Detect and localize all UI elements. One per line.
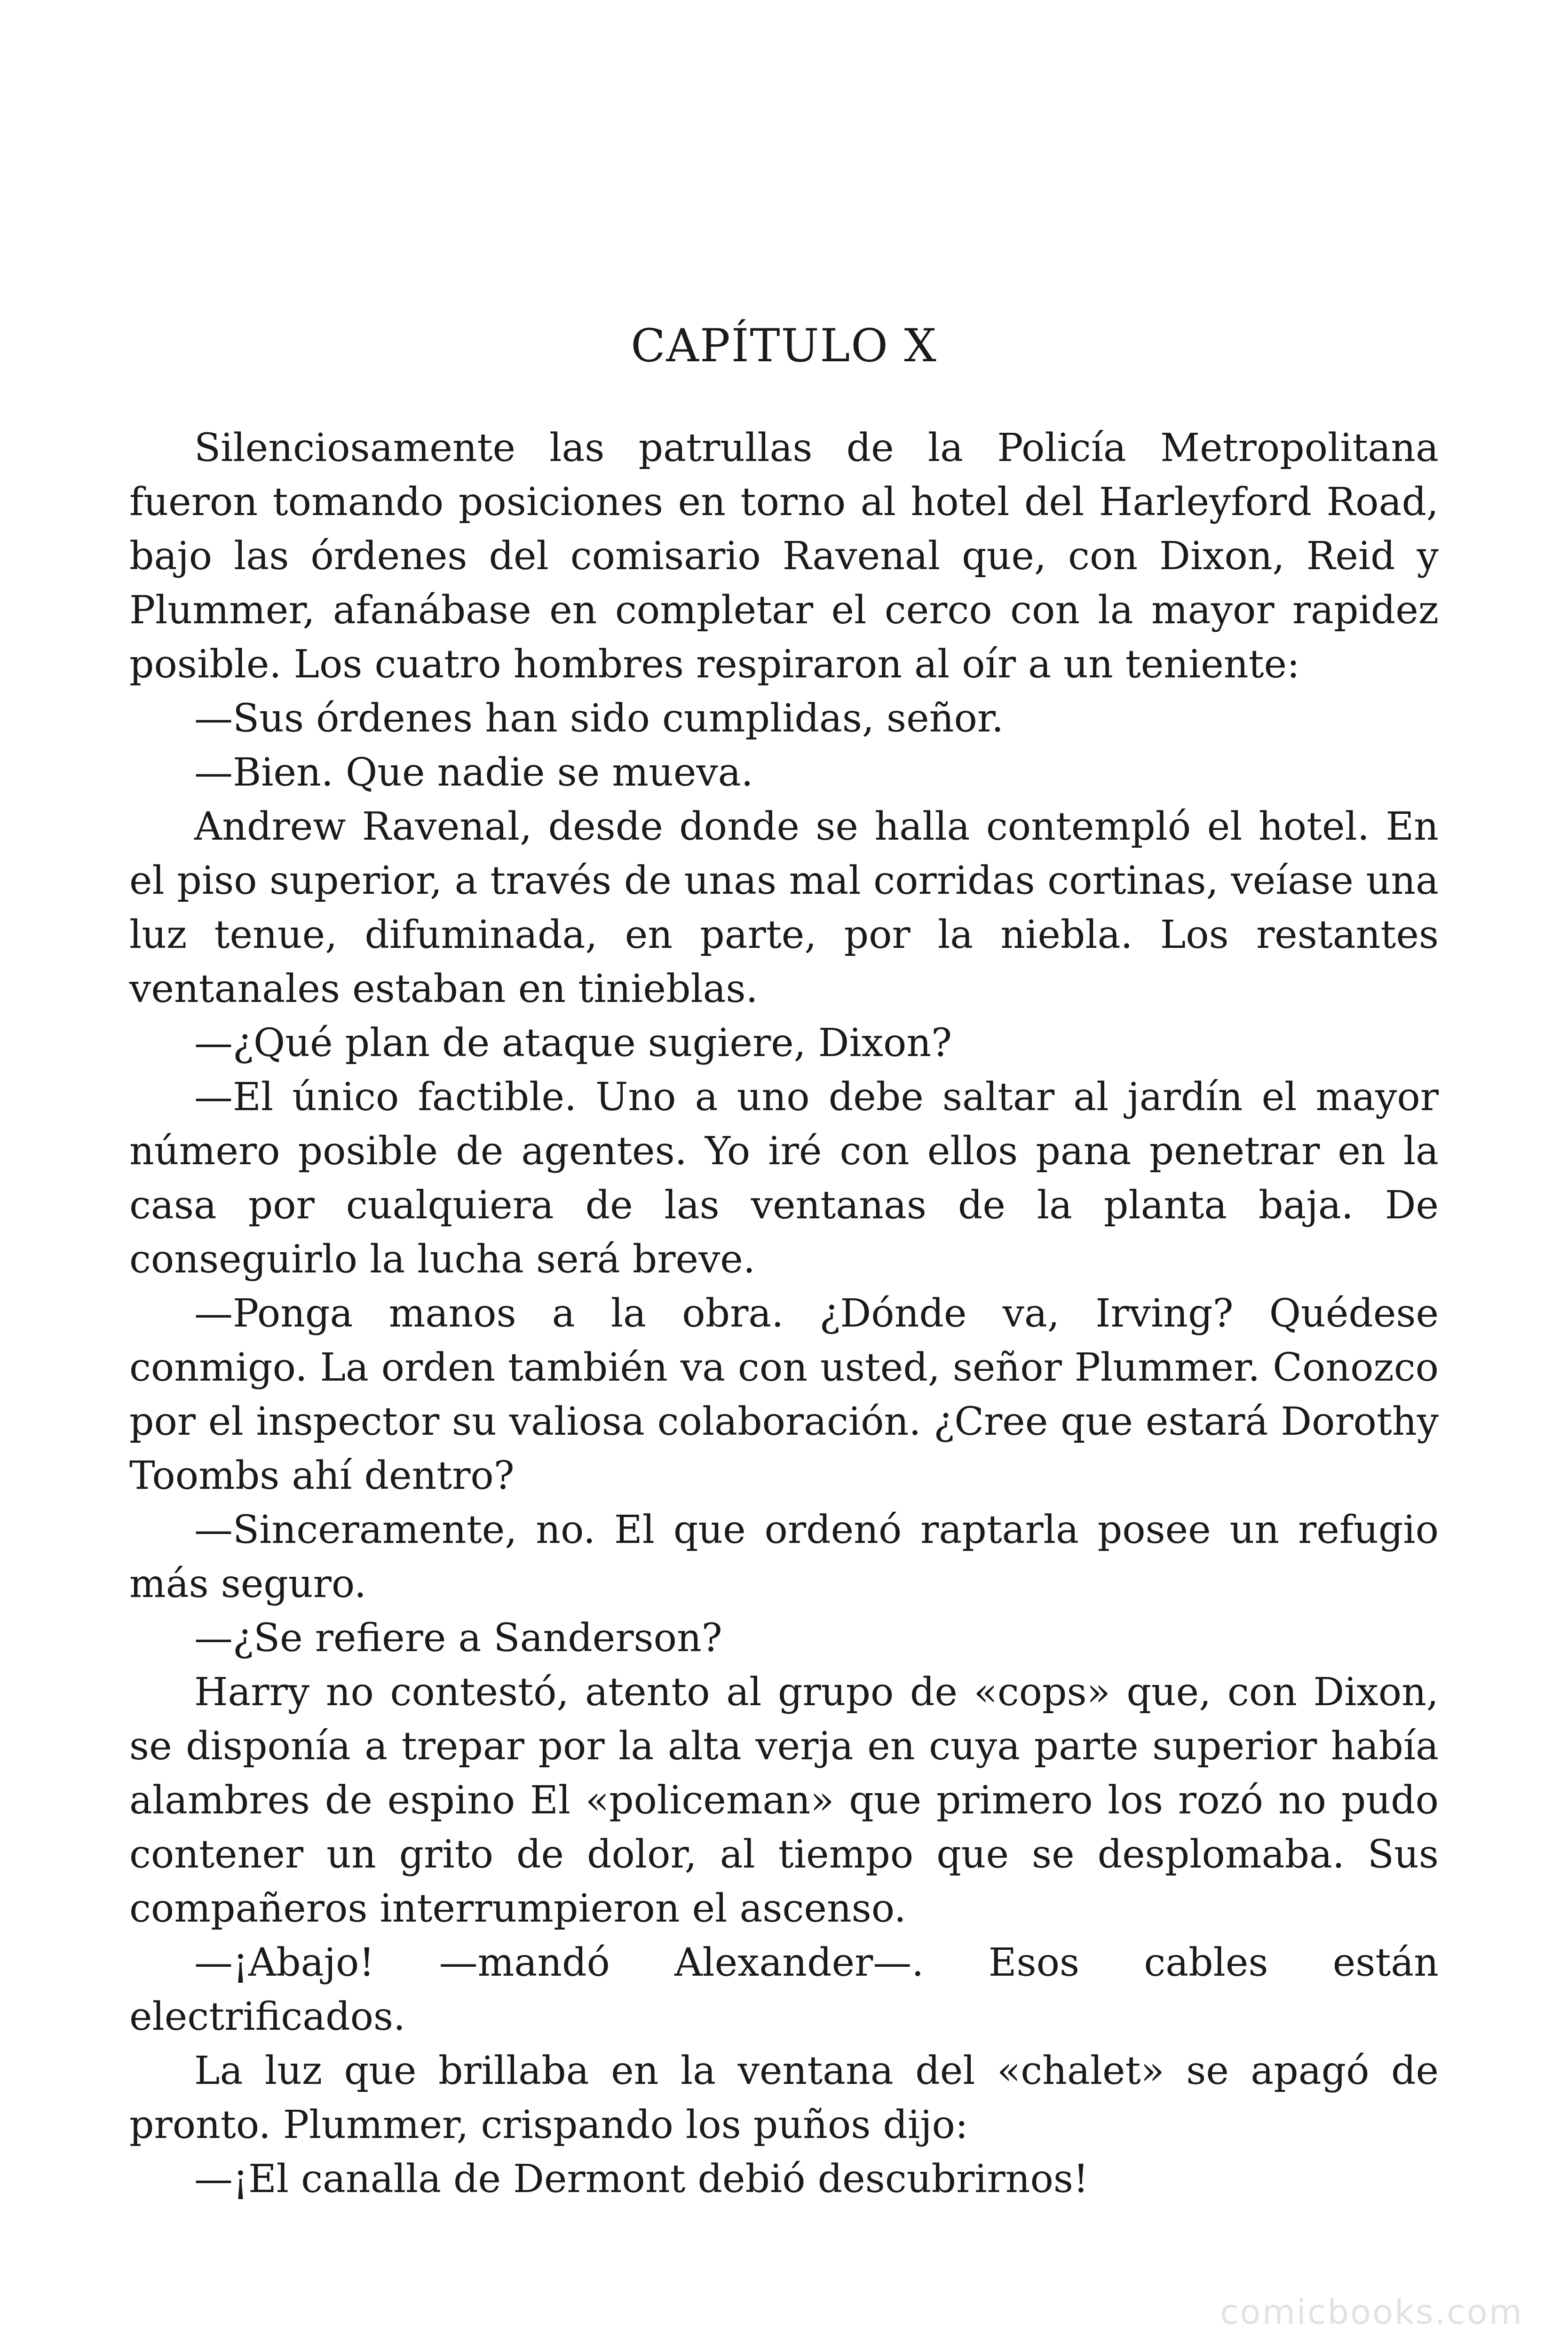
paragraph: Harry no contestó, atento al grupo de «cops» que, con Dixon, se disponía a trepar por la alta verja en cuya parte superior había alambres de espino El «policeman» que primero los rozó no pudo contener un grito de dolor, al tiempo que se desplomaba. Sus compañeros interrumpieron el ascenso. — [129, 1670, 1439, 1931]
paragraph: Silenciosamente las patrullas de la Policía Metropolitana fueron tomando posiciones en torno al hotel del Harleyford Road, bajo las órdenes del comisario Ravenal que, con Dixon, Reid y Plummer, afanábase en completar el cerco con la mayor rapidez posible. Los cuatro hombres respiraron al oír a un teniente: — [129, 426, 1439, 687]
paragraph: —Bien. Que nadie se mueva. — [194, 750, 753, 795]
paragraph: —El único factible. Uno a uno debe saltar al jardín el mayor número posible de agentes. Yo iré con ellos pana penetrar en la casa por cualquiera de las ventanas de la planta baja. De conseguirlo la lucha será breve. — [129, 1075, 1439, 1282]
paragraph: —¡El canalla de Dermont debió descubrirnos! — [194, 2157, 1089, 2201]
paragraph: —Sus órdenes han sido cumplidas, señor. — [194, 696, 1004, 741]
paragraph: —¿Se refiere a Sanderson? — [194, 1616, 722, 1661]
chapter-title: CAPÍTULO X — [631, 319, 937, 372]
paragraph: Andrew Ravenal, desde donde se halla contempló el hotel. En el piso superior, a través de unas mal corridas cortinas, veíase una luz tenue, difuminada, en parte, por la niebla. Los restantes ventanales estaban en tinieblas. — [129, 804, 1439, 1011]
paragraph: —¡Abajo! —mandó Alexander—. Esos cables están electrificados. — [129, 1940, 1439, 2039]
watermark: comicbooks.com — [1220, 2292, 1523, 2332]
paragraph: —Ponga manos a la obra. ¿Dónde va, Irving? Quédese conmigo. La orden también va con usted, señor Plummer. Conozco por el inspector su valiosa colaboración. ¿Cree que estará Dorothy Toombs ahí dentro? — [129, 1291, 1439, 1498]
paragraph: —¿Qué plan de ataque sugiere, Dixon? — [194, 1021, 952, 1065]
paragraph: —Sinceramente, no. El que ordenó raptarla posee un refugio más seguro. — [129, 1508, 1439, 1606]
paragraph: La luz que brillaba en la ventana del «chalet» se apagó de pronto. Plummer, crispando los puños dijo: — [129, 2049, 1439, 2147]
chapter-body — [129, 421, 1439, 2206]
book-page — [129, 0, 1439, 2352]
